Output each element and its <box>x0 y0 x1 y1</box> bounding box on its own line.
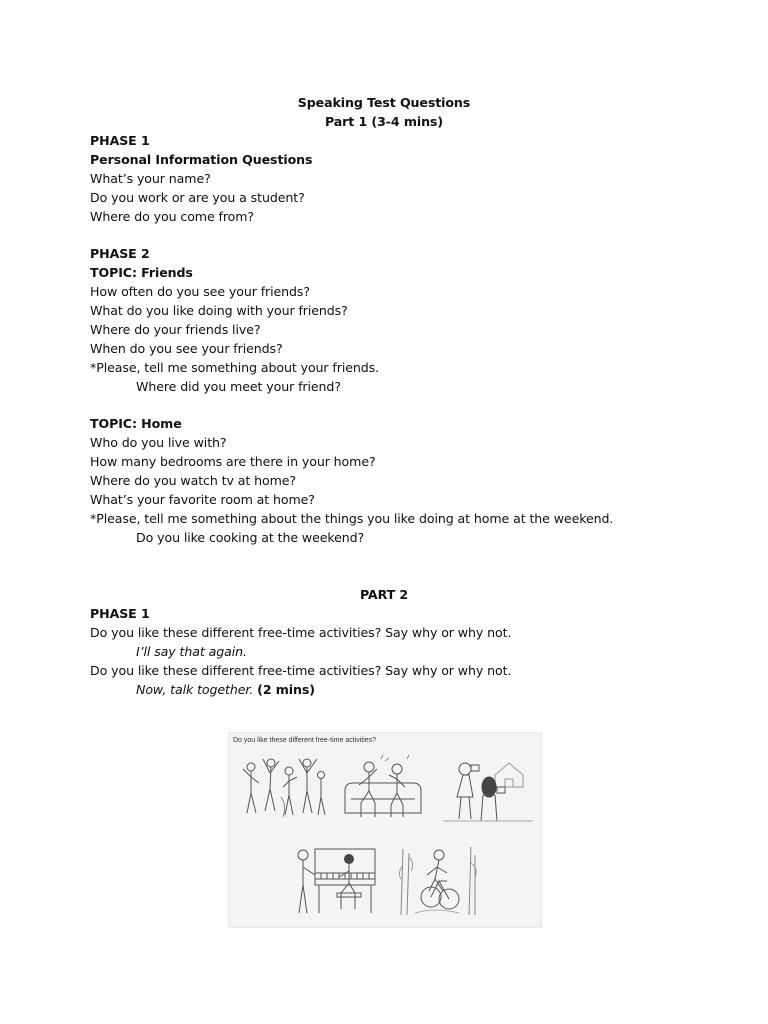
phase1-topic: Personal Information Questions <box>90 152 313 167</box>
question-line: What’s your name? <box>90 171 211 186</box>
followup-question: Do you like cooking at the weekend? <box>136 530 365 545</box>
cycling-in-forest-illustration <box>395 845 479 917</box>
friends-on-sofa-illustration <box>341 755 425 823</box>
talk-instruction-line <box>136 680 315 699</box>
taking-photos-illustration <box>443 757 533 825</box>
repeat-instruction: I’ll say that again. <box>136 644 247 659</box>
question-line: Where do your friends live? <box>90 322 261 337</box>
talk-instruction: Now, talk together. <box>136 682 254 697</box>
question-line: Do you work or are you a student? <box>90 190 305 205</box>
activities-illustration <box>228 732 542 928</box>
question-line: Who do you live with? <box>90 435 227 450</box>
question-line: How often do you see your friends? <box>90 284 310 299</box>
talk-time: (2 mins) <box>257 682 315 697</box>
question-line: Where do you come from? <box>90 209 255 224</box>
question-line: How many bedrooms are there in your home? <box>90 454 376 469</box>
question-line: What do you like doing with your friends? <box>90 303 348 318</box>
phase1-heading: PHASE 1 <box>90 133 150 148</box>
question-line: When do you see your friends? <box>90 341 283 356</box>
prompt-line: Do you like these different free-time activities? Say why or why not. <box>90 663 512 678</box>
part2-heading: PART 2 <box>359 587 409 602</box>
home-topic: TOPIC: Home <box>90 416 182 431</box>
document-title: Speaking Test Questions <box>297 95 471 110</box>
question-line: *Please, tell me something about the things you like doing at home at the weekend. <box>90 511 614 526</box>
followup-question: Where did you meet your friend? <box>136 379 341 394</box>
part2-phase1-heading: PHASE 1 <box>90 606 150 621</box>
figure-caption: Do you like these different free-time activities? <box>233 737 377 744</box>
question-line: *Please, tell me something about your friends. <box>90 360 380 375</box>
phase2-heading: PHASE 2 <box>90 246 150 261</box>
party-dancing-illustration <box>237 753 329 823</box>
playing-piano-illustration <box>291 843 383 919</box>
part1-subtitle: Part 1 (3-4 mins) <box>324 114 443 129</box>
friends-topic: TOPIC: Friends <box>90 265 193 280</box>
prompt-line: Do you like these different free-time activities? Say why or why not. <box>90 625 512 640</box>
question-line: Where do you watch tv at home? <box>90 473 296 488</box>
question-line: What’s your favorite room at home? <box>90 492 315 507</box>
